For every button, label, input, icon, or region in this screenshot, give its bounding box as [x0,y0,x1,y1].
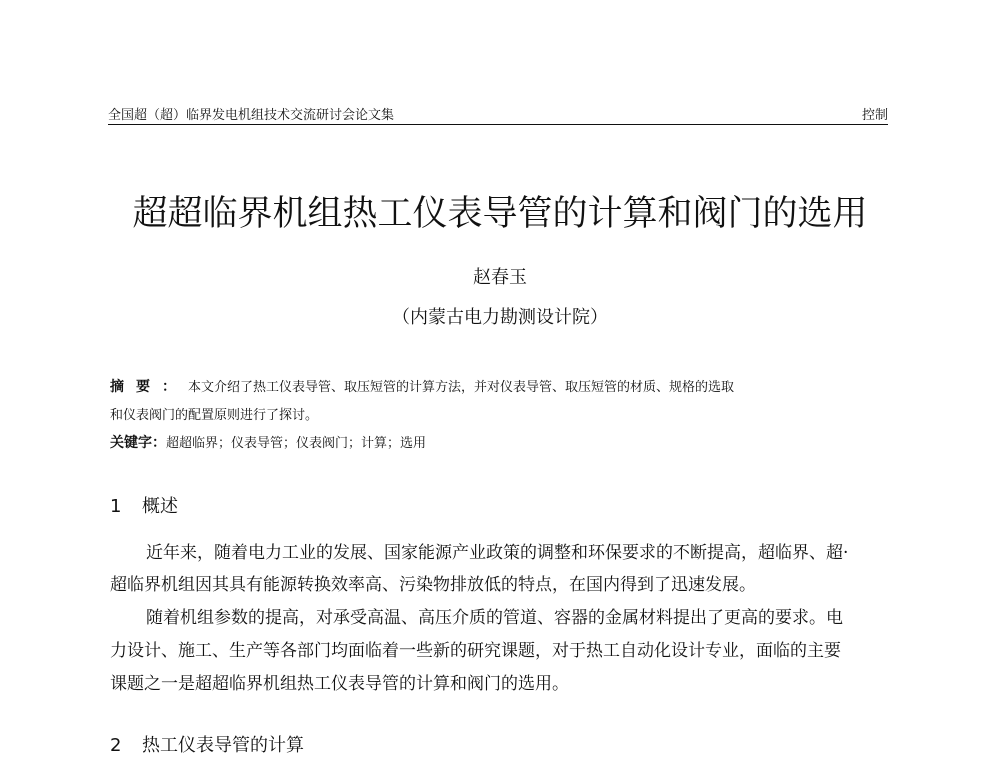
abstract-label: 摘要： [110,379,188,395]
abstract-line-2: 和仪表阀门的配置原则进行了探讨。 [110,408,319,423]
section-number: 2 [110,735,122,756]
abstract-text-1: 本文介绍了热工仪表导管、取压短管的计算方法，并对仪表导管、取压短管的材质、规格的选取 [188,380,735,395]
section-title: 热工仪表导管的计算 [142,735,304,756]
section-title: 概述 [142,496,178,517]
keywords-text: 超超临界；仪表导管；仪表阀门；计算；选用 [166,436,427,451]
paragraph-line: 力设计、施工、生产等各部门均面临着一些新的研究课题，对于热工自动化设计专业，面临的主要 [110,641,841,661]
paragraph-line: 近年来，随着电力工业的发展、国家能源产业政策的调整和环保要求的不断提高，超临界、超· [146,543,849,563]
section-category: 控制 [861,108,888,123]
paragraph-line: 随着机组参数的提高，对承受高温、高压介质的管道、容器的金属材料提出了更高的要求。电 [146,608,843,628]
paper-title: 超超临界机组热工仪表导管的计算和阀门的选用 [132,194,868,234]
section-heading-2 [110,731,304,757]
abstract-line-1 [110,376,734,396]
paragraph-line: 超临界机组因其具有能源转换效率高、污染物排放低的特点，在国内得到了迅速发展。 [110,575,756,595]
keywords-line [110,432,426,452]
section-heading-1 [110,492,178,518]
author-name: 赵春玉 [473,267,527,288]
section-number: 1 [110,496,122,517]
author-affiliation: （内蒙古电力勘测设计院） [392,307,608,328]
running-header [108,102,888,125]
proceedings-title: 全国超（超）临界发电机组技术交流研讨会论文集 [108,108,395,123]
keywords-label: 关键字： [110,435,166,451]
paragraph-line: 课题之一是超超临界机组热工仪表导管的计算和阀门的选用。 [110,674,569,694]
